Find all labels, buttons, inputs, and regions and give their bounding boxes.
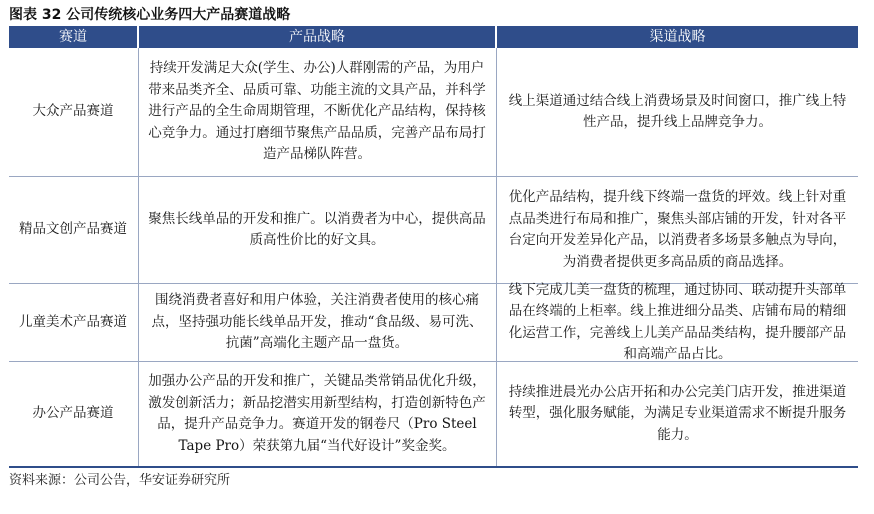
channel-strategy-cell: 优化产品结构，提升线下终端一盘货的坪效。线上针对重点品类进行布局和推广，聚焦头部店铺的开发，针对各平台定向开发差异化产品，以消费者多场景多触点为导向，为消费者提供更多高品质的商品选择。 bbox=[508, 189, 847, 270]
table-row bbox=[9, 177, 858, 284]
table-row bbox=[9, 48, 858, 177]
track-cell: 办公产品赛道 bbox=[32, 405, 114, 422]
header-track: 赛道 bbox=[9, 26, 137, 48]
table-title: 图表 32 公司传统核心业务四大产品赛道战略 bbox=[9, 7, 291, 23]
channel-strategy-cell: 线上渠道通过结合线上消费场景及时间窗口，推广线上特性产品，提升线上品牌竞争力。 bbox=[508, 92, 847, 130]
track-cell: 大众产品赛道 bbox=[32, 103, 114, 120]
header-product-strategy: 产品战略 bbox=[139, 26, 495, 48]
table-row bbox=[9, 281, 858, 362]
product-strategy-cell: 围绕消费者喜好和用户体验，关注消费者使用的核心痛点，坚持强功能长线单品开发，推动“食品级、易可洗、抗菌”高端化主题产品一盘货。 bbox=[151, 292, 483, 352]
channel-strategy-cell: 线下完成儿美一盘货的梳理，通过协同、联动提升头部单品在终端的上柜率。线上推进细分品类、店铺布局的精细化运营工作，完善线上儿美产品品类结构，提升腰部产品和高端产品占比。 bbox=[508, 281, 847, 362]
product-strategy-cell: 聚焦长线单品的开发和推广。以消费者为中心，提供高品质高性价比的好文具。 bbox=[148, 210, 486, 248]
source-note: 资料来源：公司公告，华安证券研究所 bbox=[9, 473, 231, 488]
track-cell: 儿童美术产品赛道 bbox=[19, 313, 127, 330]
product-strategy-cell: 加强办公产品的开发和推广，关键品类常销品优化升级，激发创新活力；新品挖潜实用新型结构，打造创新特色产品，提升产品竞争力。赛道开发的钢卷尺（Pro Steel Tape Pro）荣获第九届“当代好设计”奖金奖。 bbox=[148, 373, 486, 454]
channel-strategy-cell: 持续推进晨光办公店开拓和办公完美门店开发，推进渠道转型，强化服务赋能，为满足专业渠道需求不断提升服务能力。 bbox=[508, 383, 847, 443]
table-bottom-rule bbox=[9, 466, 858, 468]
product-strategy-cell: 持续开发满足大众(学生、办公)人群刚需的产品，为用户带来品类齐全、品质可靠、功能主流的文具产品，并科学进行产品的全生命周期管理，不断优化产品结构，保持核心竞争力。通过打磨细节聚焦产品品质，完善产品布局打造产品梯队阵营。 bbox=[148, 60, 486, 163]
track-cell: 精品文创产品赛道 bbox=[19, 221, 127, 238]
table-row bbox=[9, 362, 858, 466]
header-channel-strategy: 渠道战略 bbox=[497, 26, 858, 48]
